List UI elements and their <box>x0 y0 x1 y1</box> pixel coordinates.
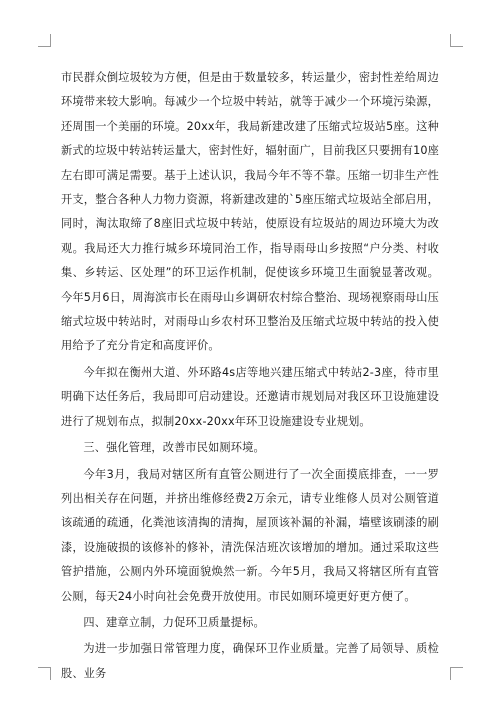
paragraph-new-construction: 今年拟在衡州大道、外环路4s店等地兴建压缩式中转站2-3座，待市里明确下达任务后，我局即可启动建设。还邀请市规划局对我区环卫设施建设进行了规划布点，拟制20xx-20xx年环卫设施建设专业规划。 <box>61 365 439 428</box>
document-body <box>61 66 439 686</box>
section-heading-3: 三、强化管理，改善市民如厕环境。 <box>83 441 265 455</box>
section-heading-4: 四、建章立制，力促环卫质量提标。 <box>83 615 265 629</box>
crop-mark-bottom-left <box>38 667 51 680</box>
crop-mark-top-right <box>450 34 463 47</box>
crop-mark-top-left <box>38 34 51 47</box>
crop-mark-bottom-right <box>450 667 463 680</box>
paragraph-garbage-stations: 市民群众倒垃圾较为方便，但是由于数量较多，转运量少，密封性差给周边环境带来较大影响。每减少一个垃圾中转站，就等于减少一个环境污染源，还周围一个美丽的环境。20xx年，我局新建改建了压缩式垃圾站5座。这种新式的垃圾中转站转运量大，密封性好，辐射面广，目前我区只要拥有10座左右即可满足需要。基于上述认识，我局今年不等不靠。压缩一切非生产性开支，整合各种人力物力资源，将新建改建的`5座压缩式垃圾站全部启用，同时，淘汰取缔了8座旧式垃圾中转站，使原设有垃圾站的周边环境大为改观。我局还大力推行城乡环境同治工作，指导雨母山乡按照“户分类、村收集、乡转运、区处理”的环卫运作机制，促使该乡环境卫生面貌显著改观。今年5月6日，周海滨市长在雨母山乡调研农村综合整治、现场视察雨母山压缩式垃圾中转站时，对雨母山乡农村环卫整治及压缩式垃圾中转站的投入使用给予了充分肯定和高度评价。 <box>61 71 439 353</box>
paragraph-quality-management: 为进一步加强日常管理力度，确保环卫作业质量。完善了局领导、质检股、业务 <box>61 642 439 680</box>
paragraph-toilet-management: 今年3月，我局对辖区所有直管公厕进行了一次全面摸底排查，一一罗列出相关存在问题，并挤出维修经费2万余元，请专业维修人员对公厕管道该疏通的疏通，化粪池该清掏的清掏，屋顶该补漏的补漏，墙壁该刷漆的刷漆，设施破损的该修补的修补，清洗保洁班次该增加的增加。通过采取这些管护措施，公厕内外环境面貌焕然一新。今年5月，我局又将辖区所有直管公厕，每天24小时向社会免费开放使用。市民如厕环境更好更方便了。 <box>61 467 439 603</box>
